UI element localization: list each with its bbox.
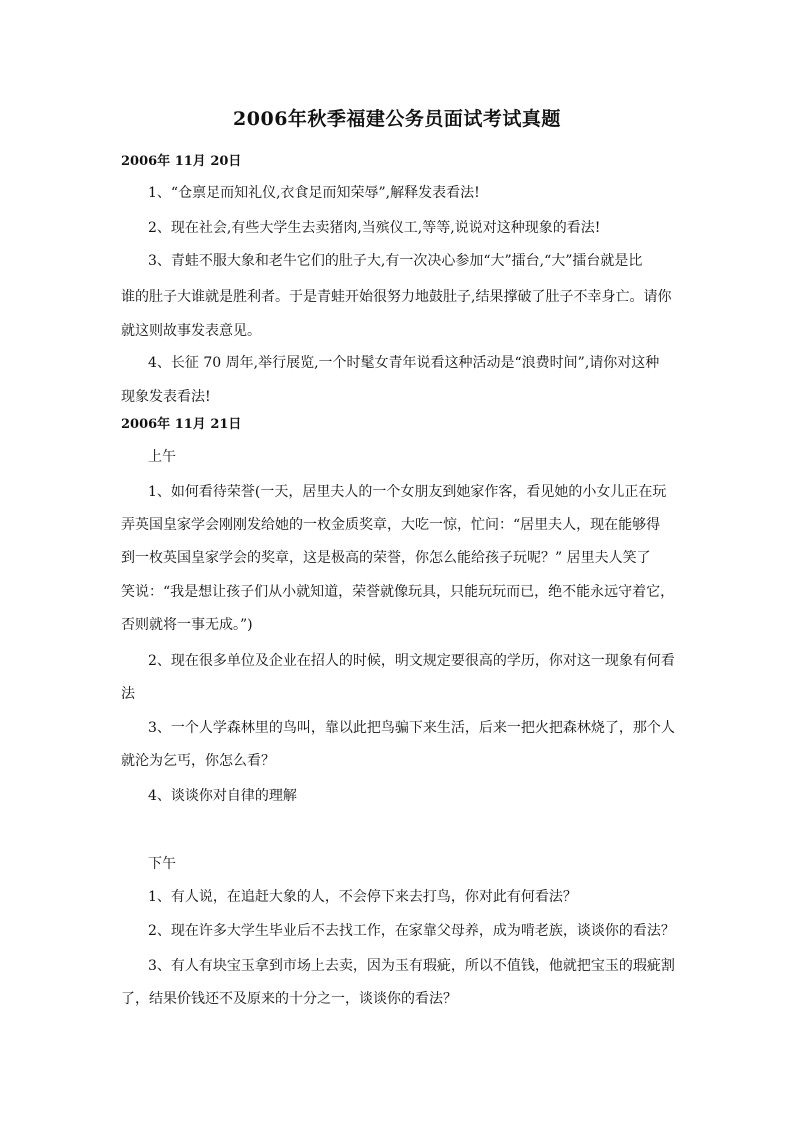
date-heading-nov-20: 2006年 11月 20日 <box>121 154 242 169</box>
question-text: 了，结果价钱还不及原来的十分之一，谈谈你的看法？ <box>121 991 457 1007</box>
question-text: 2、现在很多单位及企业在招人的时候，明文规定要很高的学历，你对这一现象有何看 <box>148 653 675 669</box>
question-text: 弄英国皇家学会刚刚发给她的一枚金质奖章，大吃一惊，忙问：“居里夫人，现在能够得 <box>121 517 661 533</box>
question-text: 3、一个人学森林里的鸟叫，靠以此把鸟骗下来生活，后来一把火把森林烧了，那个人 <box>148 720 675 736</box>
question-text: 4、谈谈你对自律的理解 <box>148 788 297 804</box>
date-heading-nov-21: 2006年 11月 21日 <box>121 417 242 432</box>
question-text: 否则就将一事无成。”) <box>121 617 253 633</box>
question-text: 就这则故事发表意见。 <box>121 323 261 339</box>
section-label-afternoon: 下午 <box>148 856 176 872</box>
question-text: 2、现在许多大学生毕业后不去找工作，在家靠父母养，成为啃老族，谈谈你的看法？ <box>148 923 675 939</box>
question-text: 到一枚英国皇家学会的奖章，这是极高的荣誉，你怎么能给孩子玩呢？” 居里夫人笑了 <box>121 550 651 566</box>
section-label-morning: 上午 <box>148 449 176 465</box>
document-title: 2006年秋季福建公务员面试考试真题 <box>233 108 561 130</box>
question-text: 就沦为乞丐，你怎么看？ <box>121 753 275 769</box>
question-text: 4、长征 70 周年,举行展览,一个时髦女青年说看这种活动是“浪费时间”,请你对这种 <box>148 355 660 371</box>
question-text: 1、“仓禀足而知礼仪,衣食足而知荣辱”,解释发表看法! <box>148 185 480 201</box>
question-text: 谁的肚子大谁就是胜利者。于是青蛙开始很努力地鼓肚子,结果撑破了肚子不幸身亡。请你 <box>121 289 672 305</box>
question-text: 3、青蛙不服大象和老牛它们的肚子大,有一次决心参加“大”擂台,“大”擂台就是比 <box>148 253 643 269</box>
question-text: 1、有人说，在追赶大象的人，不会停下来去打鸟，你对此有何看法？ <box>148 889 577 905</box>
question-text: 3、有人有块宝玉拿到市场上去卖，因为玉有瑕疵，所以不值钱，他就把宝玉的瑕疵割 <box>148 958 675 974</box>
question-text: 2、现在社会,有些大学生去卖猪肉,当殡仪工,等等,说说对这种现象的看法! <box>148 220 601 236</box>
question-text: 1、如何看待荣誉(一天，居里夫人的一个女朋友到她家作客，看见她的小女儿正在玩 <box>148 484 667 500</box>
question-text: 法 <box>121 686 135 702</box>
question-text: 现象发表看法! <box>121 389 211 405</box>
question-text: 笑说：“我是想让孩子们从小就知道，荣誉就像玩具，只能玩玩而已，绝不能永远守着它， <box>121 584 675 600</box>
